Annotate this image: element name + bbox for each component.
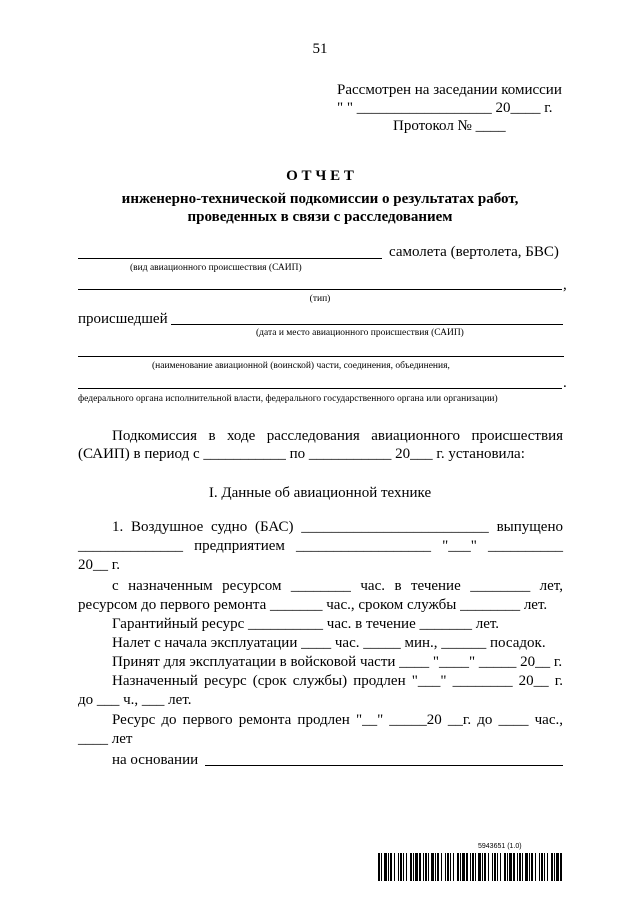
barcode-bar — [406, 853, 407, 881]
barcode-bar — [504, 853, 506, 881]
barcode-bar — [472, 853, 474, 881]
barcode-number: 5943651 (1.0) — [478, 843, 522, 850]
caption-incident-type: (вид авиационного происшествия (САИП) — [130, 263, 302, 273]
accepted-for-operation: Принят для эксплуатации в войсковой части ____ "____" _____ 20__ г. — [112, 654, 563, 670]
barcode-bar — [531, 853, 533, 881]
barcode-graphic — [378, 853, 564, 881]
caption-organization: федерального органа исполнительной власти, федерального государственного органа или организации) — [78, 394, 498, 404]
barcode-bar — [403, 853, 404, 881]
caption-type: (тип) — [309, 294, 331, 304]
header-line-2: " " __________________ 20____ г. — [337, 100, 553, 116]
barcode-bar — [384, 853, 387, 881]
date-place-line[interactable] — [171, 324, 563, 325]
barcode-bar — [497, 853, 498, 881]
barcode-bar — [425, 853, 427, 881]
barcode-bar — [522, 853, 523, 881]
extension-line-1: Назначенный ресурс (срок службы) продлен "___" ________ 20__ г. — [112, 673, 563, 689]
barcode-bar — [410, 853, 412, 881]
type-comma: , — [563, 277, 567, 293]
barcode-bar — [413, 853, 414, 881]
caption-unit: (наименование авиационной (воинской) части, соединения, объединения, — [152, 361, 450, 371]
intro-line-2: (САИП) в период с ___________ по ___________ 20___ г. установила: — [78, 446, 525, 462]
barcode-bar — [535, 853, 536, 881]
barcode-bar — [544, 853, 545, 881]
basis-label: на основании — [112, 752, 199, 768]
page-number: 51 — [312, 41, 328, 57]
barcode-bar — [541, 853, 543, 881]
barcode-bar — [437, 853, 439, 881]
barcode-bar — [428, 853, 429, 881]
barcode-bar — [513, 853, 515, 881]
barcode-bar — [488, 853, 489, 881]
section-title: I. Данные об авиационной технике — [208, 485, 432, 501]
barcode-bar — [478, 853, 481, 881]
barcode-bar — [450, 853, 451, 881]
barcode-bar — [394, 853, 395, 881]
barcode-bar — [509, 853, 512, 881]
occurred-label: происшедшей — [78, 311, 168, 327]
barcode-bar — [519, 853, 521, 881]
barcode-bar — [500, 853, 501, 881]
extension-line-2: до ___ ч., ___ лет. — [78, 692, 192, 708]
barcode-bar — [419, 853, 421, 881]
barcode-bar — [470, 853, 471, 881]
intro-line-1: Подкомиссия в ходе расследования авиационного происшествия — [112, 428, 563, 444]
report-subtitle-1: инженерно-технической подкомиссии о результатах работ, — [121, 191, 519, 207]
barcode-bar — [482, 853, 483, 881]
barcode-bar — [423, 853, 424, 881]
barcode-bar — [457, 853, 459, 881]
resource-line-1: с назначенным ресурсом ________ час. в течение ________ лет, — [112, 578, 563, 594]
aircraft-issued-line-2: ______________ предприятием __________________ "___" __________ — [78, 538, 563, 554]
barcode-bar — [494, 853, 496, 881]
type-line[interactable] — [78, 289, 562, 290]
barcode-bar — [388, 853, 389, 881]
barcode-bar — [560, 853, 562, 881]
barcode-bar — [460, 853, 461, 881]
barcode-bar — [431, 853, 434, 881]
organization-line[interactable] — [78, 388, 562, 389]
barcode-bar — [554, 853, 555, 881]
barcode-bar — [517, 853, 518, 881]
barcode-bar — [484, 853, 486, 881]
unit-line[interactable] — [78, 356, 564, 357]
barcode-bar — [551, 853, 553, 881]
barcode-bar — [447, 853, 449, 881]
barcode-bar — [475, 853, 476, 881]
barcode-bar — [441, 853, 442, 881]
aircraft-issued-line-3: 20__ г. — [78, 557, 120, 573]
barcode-bar — [547, 853, 548, 881]
report-subtitle-2: проведенных в связи с расследованием — [187, 209, 453, 225]
caption-date-place: (дата и место авиационного происшествия (САИП) — [256, 328, 464, 338]
header-line-3: Протокол № ____ — [393, 118, 506, 134]
overhaul-extension-line-1: Ресурс до первого ремонта продлен "__" _____20 __г. до ____ час., — [112, 712, 563, 728]
warranty-resource: Гарантийный ресурс __________ час. в течение _______ лет. — [112, 616, 500, 632]
basis-line[interactable] — [205, 765, 563, 766]
barcode-bar — [398, 853, 399, 881]
barcode-bar — [378, 853, 380, 881]
barcode-bar — [466, 853, 468, 881]
barcode-bar — [400, 853, 402, 881]
barcode-bar — [453, 853, 454, 881]
org-period: . — [563, 375, 567, 391]
report-title: О Т Ч Е Т — [286, 168, 354, 184]
overhaul-extension-line-2: ____ лет — [78, 731, 133, 747]
barcode-bar — [525, 853, 528, 881]
barcode-bar — [529, 853, 530, 881]
barcode-bar — [492, 853, 493, 881]
aircraft-issued-line-1: 1. Воздушное судно (БАС) _________________________ выпущено — [112, 519, 563, 535]
barcode-bar — [435, 853, 436, 881]
flight-hours: Налет с начала эксплуатации ____ час. _____ мин., ______ посадок. — [112, 635, 546, 651]
incident-type-line[interactable] — [78, 258, 382, 259]
barcode-bar — [381, 853, 382, 881]
barcode-bar — [445, 853, 446, 881]
barcode-bar — [462, 853, 465, 881]
header-line-1: Рассмотрен на заседании комиссии — [337, 82, 562, 98]
aircraft-suffix: самолета (вертолета, БВС) — [389, 244, 559, 260]
barcode-bar — [556, 853, 559, 881]
resource-line-2: ресурсом до первого ремонта _______ час., сроком службы ________ лет. — [78, 597, 548, 613]
barcode-bar — [390, 853, 392, 881]
barcode-bar — [415, 853, 418, 881]
barcode-bar — [507, 853, 508, 881]
barcode-bar — [539, 853, 540, 881]
